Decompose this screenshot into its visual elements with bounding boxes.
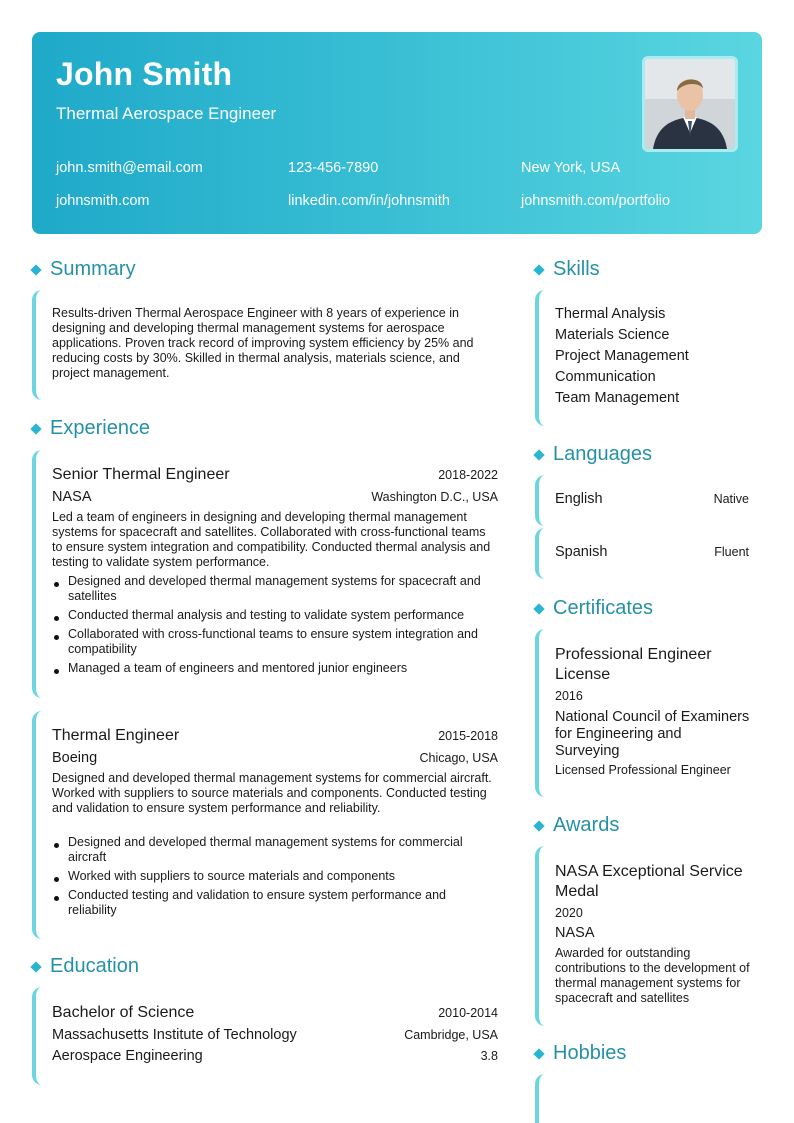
contact-location: New York, USA: [521, 160, 621, 176]
job-description: Led a team of engineers in designing and developing thermal management systems for spacecraft and satellites. Collaborated with cross-functional teams to ensure system integration and compatibility. Conducted thermal analysis and testing to validate system performance.: [52, 510, 491, 569]
resume-header: [32, 32, 762, 234]
summary-heading: [30, 258, 136, 281]
award-item: [535, 846, 762, 1026]
language-item: [535, 475, 762, 526]
list-item: Worked with suppliers to source materials and components: [52, 869, 498, 884]
profile-photo: [642, 56, 738, 152]
job-location: Chicago, USA: [419, 751, 498, 765]
job-dates: 2015-2018: [438, 729, 498, 743]
diamond-bullet-icon: [533, 449, 544, 460]
list-item: Designed and developed thermal management systems for commercial aircraft: [52, 835, 498, 865]
list-item: Conducted testing and validation to ensure system performance and reliability: [52, 888, 498, 918]
education-heading-label: Education: [50, 955, 139, 977]
job-title: Senior Thermal Engineer: [52, 466, 230, 483]
list-item: Conducted thermal analysis and testing to validate system performance: [52, 608, 498, 623]
language-row: [555, 491, 749, 507]
language-level: Fluent: [714, 545, 749, 559]
list-item: Collaborated with cross-functional teams to ensure system integration and compatibility: [52, 627, 498, 657]
certificate-year: 2016: [555, 689, 583, 703]
contact-email[interactable]: john.smith@email.com: [56, 160, 203, 176]
summary-text: Results-driven Thermal Aerospace Engineer with 8 years of experience in designing and developing thermal management systems for aerospace applications. Proven track record of improving system efficiency by 25% and reducing costs by 30%. Skilled in thermal analysis, materials science, and project management.: [52, 306, 474, 380]
education-dates: 2010-2014: [438, 1006, 498, 1020]
language-row: [555, 544, 749, 560]
awards-heading-label: Awards: [553, 814, 620, 836]
gpa: 3.8: [480, 1049, 498, 1063]
skill-item: Thermal Analysis: [555, 306, 666, 322]
job-bullets: [52, 835, 498, 922]
certificate-note: Licensed Professional Engineer: [555, 763, 731, 777]
list-item: Designed and developed thermal management systems for spacecraft and satellites: [52, 574, 498, 604]
school-row: [52, 1027, 498, 1043]
skill-item: Team Management: [555, 390, 680, 406]
award-name: NASA Exceptional Service Medal: [555, 863, 743, 900]
diamond-bullet-icon: [533, 820, 544, 831]
experience-item: [32, 450, 502, 698]
job-bullets: [52, 574, 498, 680]
skills-heading: [533, 258, 600, 281]
contact-phone[interactable]: 123-456-7890: [288, 160, 379, 176]
job-company: NASA: [52, 489, 92, 505]
skills-heading-label: Skills: [553, 258, 600, 280]
list-item: Managed a team of engineers and mentored junior engineers: [52, 661, 498, 676]
job-company-row: [52, 489, 498, 505]
summary-card: [32, 290, 502, 400]
job-title: Thermal Engineer: [52, 727, 180, 744]
hobbies-heading: [533, 1042, 626, 1065]
candidate-name: John Smith: [56, 56, 233, 92]
degree: Bachelor of Science: [52, 1004, 195, 1021]
field-row: [52, 1048, 498, 1064]
skill-item: Communication: [555, 369, 656, 385]
diamond-bullet-icon: [30, 423, 41, 434]
job-title-row: [52, 466, 498, 484]
candidate-title: Thermal Aerospace Engineer: [56, 104, 277, 123]
diamond-bullet-icon: [533, 603, 544, 614]
experience-heading: [30, 417, 150, 440]
diamond-bullet-icon: [30, 264, 41, 275]
certificate-item: [535, 629, 762, 797]
contact-website[interactable]: johnsmith.com: [56, 193, 150, 209]
diamond-bullet-icon: [30, 961, 41, 972]
job-company: Boeing: [52, 750, 98, 766]
school-location: Cambridge, USA: [404, 1028, 498, 1042]
education-heading: [30, 955, 139, 978]
experience-heading-label: Experience: [50, 417, 151, 439]
certificate-name: Professional Engineer License: [555, 646, 712, 683]
language-name: English: [555, 491, 603, 507]
contact-portfolio[interactable]: johnsmith.com/portfolio: [521, 193, 671, 209]
degree-row: [52, 1004, 498, 1022]
experience-item: [32, 711, 502, 939]
languages-heading-label: Languages: [553, 443, 652, 465]
award-description: Awarded for outstanding contributions to the development of thermal management systems for spacecraft and satellites: [555, 946, 750, 1005]
job-company-row: [52, 750, 498, 766]
awards-heading: [533, 814, 619, 837]
education-item: [32, 987, 502, 1085]
hobbies-heading-label: Hobbies: [553, 1042, 627, 1064]
award-year: 2020: [555, 906, 583, 920]
contact-linkedin[interactable]: linkedin.com/in/johnsmith: [288, 193, 450, 209]
school-name: Massachusetts Institute of Technology: [52, 1027, 297, 1043]
award-org: NASA: [555, 925, 595, 941]
job-title-row: [52, 727, 498, 745]
diamond-bullet-icon: [533, 264, 544, 275]
certificates-heading: [533, 597, 653, 620]
language-level: Native: [713, 492, 749, 506]
hobbies-card: [535, 1074, 762, 1123]
job-dates: 2018-2022: [438, 468, 498, 482]
certificates-heading-label: Certificates: [553, 597, 654, 619]
languages-heading: [533, 443, 652, 466]
language-item: [535, 528, 762, 579]
field-of-study: Aerospace Engineering: [52, 1048, 203, 1064]
diamond-bullet-icon: [533, 1048, 544, 1059]
certificate-issuer: National Council of Examiners for Engineering and Surveying: [555, 709, 750, 759]
summary-heading-label: Summary: [50, 258, 136, 280]
job-location: Washington D.C., USA: [371, 490, 498, 504]
skill-item: Project Management: [555, 348, 689, 364]
skill-item: Materials Science: [555, 327, 670, 343]
language-name: Spanish: [555, 544, 608, 560]
job-description: Designed and developed thermal management systems for commercial aircraft. Worked with suppliers to source materials and components. Conducted testing and validation to ensure system performance and reliability.: [52, 771, 492, 815]
